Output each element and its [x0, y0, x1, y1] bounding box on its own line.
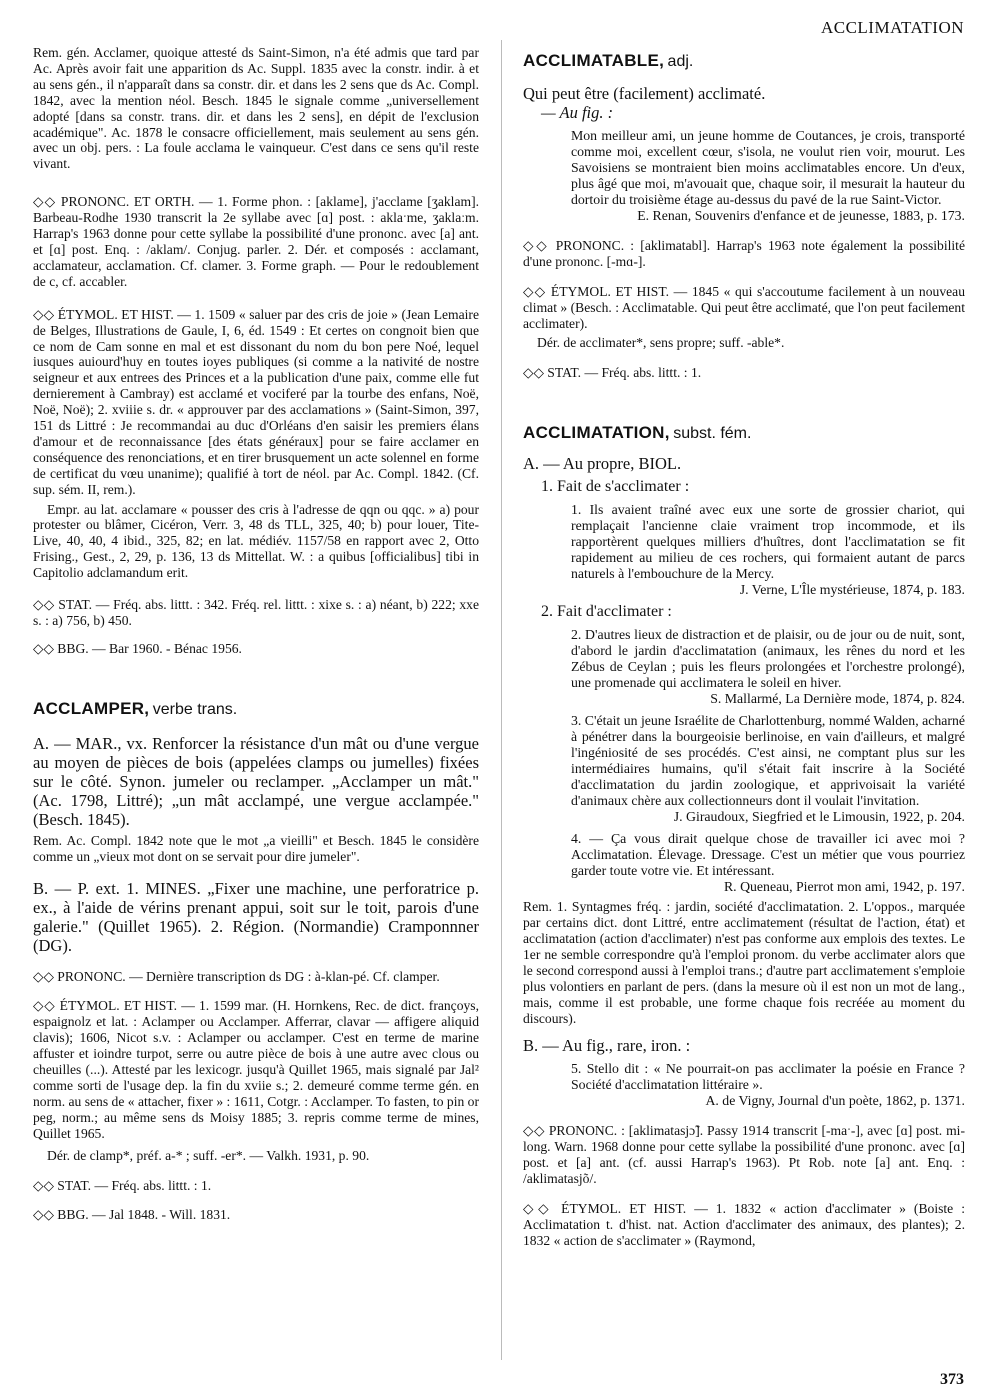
subsense-1: 1. Fait de s'acclimater :	[541, 478, 690, 496]
quotation-5: 5. Stello dit : « Ne pourrait-on pas acclimater la poésie en France ? Société d'acclimatation littéraire ».	[571, 1061, 965, 1093]
prononciation: ◇◇ PRONONC. : [aklimatabl]. Harrap's 1963 note également la possibilité d'une prononc. [-mɑ-].	[523, 237, 965, 269]
emprunt: Empr. au lat. acclamare « pousser des cris à l'adresse de qqn ou qqc. » a) pour protester ou blâmer, Cicéron, Verr. 3, 48 ds TLL, 325, 40; b) pour louer, Tite-Live, 40, 40, 4 ibid., 325, 82; en lat. médiév. 1157/58 en rapport avec 2, Otto Frising., Gest., 2, 29, p. 136, 13 ds Mittellat. W. : a quibus [officialibus] tibi in Capitolio adclamandum erit.	[33, 501, 479, 581]
statistique: ◇◇ STAT. — Fréq. abs. littt. : 1.	[523, 365, 702, 381]
remarque: Rem. 1. Syntagmes fréq. : jardin, société d'acclimatation. 2. L'oppos., marquée par certains dict. dont Littré, entre acclimatement (résultat de l'action, état) et acclimatation (action d'acclimater) n'est pas conforme aux emplois des textes. Le 1er ne semble correspondre qu'à l'emploi pronom. du verbe acclimater alors que le second correspond aussi à l'emploi trans.; d'autre part acclimatement s'emploie plus volontiers en parlant de pers. (dans la mesure où il est non un mot de lang., mais, comme il est probable, une forme chaque fois recréée au moment du discours).	[523, 899, 965, 1026]
sense-b: B. — P. ext. 1. MINES. „Fixer une machine, une perforatrice p. ex., à l'aide de vérins prenant appui, soit sur le toit, parois d'une galerie." (Quillet 1965). 2. Région. (Normandie) Cramponnner (DG).	[33, 878, 479, 955]
quotation-source-4: R. Queneau, Pierrot mon ami, 1942, p. 197.	[723, 879, 965, 895]
headword-acclimatation	[523, 425, 965, 442]
figure-label: — Au fig. :	[541, 102, 614, 122]
definition: Qui peut être (facilement) acclimaté.	[523, 83, 766, 103]
page-number: 373	[940, 1371, 964, 1388]
sense-a: A. — Au propre, BIOL.	[523, 454, 682, 474]
etymologie-histoire-2: ◇◇ ÉTYMOL. ET HIST. — 1. 1599 mar. (H. Hornkens, Rec. de dict. françoys, espaignolz et lat. : Aclamper ou Acclamper. Afferrar, clavar — affigere aliquid clavis); 1606, Nicot s.v. : Aclamper ou acclamper. C'est en terme de marine affuster et ioindre turpot, serre ou autre pièce de bois à une autre avec clous ou cheuilles (...). Attesté par les lexicogr. jusqu'à Quillet 1965, mais signalé par Jal² comme sorti de l'usage dep. la fin du xviie s.; 2. demeuré comme terme gén. en norm. au sens de « attacher, fixer » : 1611, Cotgr. : Acclamper. To fasten, to pin or peg, norm.; au même sens ds Moisy 1885; 3. repris comme terme de mines, Quillet 1965.	[33, 998, 479, 1141]
etymologie-histoire: ◇◇ ÉTYMOL. ET HIST. — 1845 « qui s'accoutume facilement à un nouveau climat » (Besch. : Acclimatable. Qui peut être acclimaté, que l'on peut facilement acclimater).	[523, 283, 965, 331]
remarque-generale: Rem. gén. Acclamer, quoique attesté ds Saint-Simon, n'a été admis que tard par Ac. Après avoir fait une apparition ds Ac. Suppl. 1835 avec la constr. indir. à et au sens gén., il n'apparaît dans sa constr. dir. et dans les 2 sens que ds Ac. Compl. 1842, avec la mention néol. Besch. 1845 le signale comme „universellement adopté [dans sa constr. trans. dir. et dans les 2 sens], en dépit de l'exclusion académique". Ac. 1878 le consacre officiellement, mais seulement au sens gén. avec un obj. pers. : La foule acclama le vainqueur. C'est dans ce sens qu'il reste vivant.	[33, 45, 479, 172]
sense-b: B. — Au fig., rare, iron. :	[523, 1036, 691, 1056]
bibliographie-2: ◇◇ BBG. — Jal 1848. - Will. 1831.	[33, 1207, 231, 1223]
quotation-source-2: S. Mallarmé, La Dernière mode, 1874, p. 824.	[710, 691, 965, 707]
quotation-4: 4. — Ça vous dirait quelque chose de travailler ici avec moi ? Acclimatation. Élevage. Dressage. C'est un métier que vous pourriez garder toute votre vie. Et intéressant.	[571, 831, 965, 879]
quotation-source-1: J. Verne, L'Île mystérieuse, 1874, p. 183.	[739, 582, 965, 598]
etymologie-histoire: ◇◇ ÉTYMOL. ET HIST. — 1. 1509 « saluer par des cris de joie » (Jean Lemaire de Belges, Illustrations de Gaule, I, 6, éd. 1549 : Et certes on congnoit bien que ce nom de Cam sonne en mal et est dissonant du nom du bon pere Noé, lequel iusques auiourd'huy en toutes ioyes publiques (si comme a la nativité de nostre seigneur et aux entrees des Princes et a la publication d'une paix, comme elle fut dernierement à Cambray) est acclamé et vociferé par la tourbe des enfans, Noë, Noë, Noë); 2. xviiie s. dr. « approuver par des acclamations » (Saint-Simon, 397, 151 ds Littré : Je recommandai au duc d'Orléans d'en saisir les premiers élans d'amour et de reconnaissance [des états généraux] pour se faire acclamer en conséquence des renonciations, et en tirer brusquement un acte solennel en forme de certificat du vœu unanime); qualifié à tort de néol. par Ac. Compl. 1842. (Cf. sup. sém. II, rem.).	[33, 306, 479, 497]
quotation: Mon meilleur ami, un jeune homme de Coutances, je crois, transporté comme moi, excellent cœur, s'isola, ne voulut rien voir, mourut. Les Savoisiens se montraient bien moins acclimatables encore. Un d'eux, plus âgé que moi, m'avouait que, chaque soir, il mesurait la hauteur du dortoir du troisième étage au-dessus du pavé de la rue Saint-Victor.	[571, 127, 965, 207]
left-column	[33, 45, 479, 1223]
running-head: ACCLIMATATION	[820, 18, 964, 37]
quotation-source-5: A. de Vigny, Journal d'un poète, 1862, p. 1371.	[705, 1093, 965, 1109]
prononciation-orthographe: ◇◇ PRONONC. ET ORTH. — 1. Forme phon. : [aklame], j'acclame [ʒaklam]. Barbeau-Rodhe 1930 transcrit la 2e syllabe avec [ɑ] post. : aklaˑme, ʒaklaːm. Harrap's 1963 donne pour cette syllabe la possibilité d'une prononc. avec [a] ant. et [ɑ] post. Enq. : /aklam/. Conjug. parler. 2. Dér. et composés : acclamant, acclamateur, acclamation. Cf. clamer. 3. Forme graph. — Pour le redoublement de c, cf. accabler.	[33, 194, 479, 289]
headword: ACCLIMATABLE,	[523, 51, 665, 70]
statistique: ◇◇ STAT. — Fréq. abs. littt. : 342. Fréq. rel. littt. : xixe s. : a) néant, b) 222; xxe s. : a) 756, b) 450.	[33, 597, 479, 628]
derivation: Dér. de clamp*, préf. a-* ; suff. -er*. — Valkh. 1931, p. 90.	[47, 1147, 370, 1163]
headword: ACCLAMPER,	[33, 698, 150, 718]
derivation: Dér. de acclimater*, sens propre; suff. -able*.	[537, 335, 785, 351]
quotation-1: 1. Ils avaient traîné avec eux une sorte de grossier chariot, qui remplaçait l'ancienne claie vraiment trop incommode, et ils rapportèrent quelques milliers d'huîtres, dont l'acclimatation se fit rapidement au milieu de ces rochers, qui formaient autant de parcs naturels à l'embouchure de la Mercy.	[571, 502, 965, 582]
right-column	[523, 45, 965, 1249]
headword-acclimatable	[523, 53, 965, 70]
headword-category: subst. fém.	[673, 425, 752, 443]
headword: ACCLIMATATION,	[523, 423, 670, 443]
sense-a: A. — MAR., vx. Renforcer la résistance d'un mât ou d'une vergue au moyen de pièces de bois (appelées clamps ou jumelles) fixées sur le côté. Synon. jumeler ou reclamper. „Acclamper un mât." (Ac. 1798, Littré); „un mât acclampé, une vergue acclampée." (Besch. 1845).	[33, 733, 479, 829]
statistique-2: ◇◇ STAT. — Fréq. abs. littt. : 1.	[33, 1177, 212, 1193]
quotation-3: 3. C'était un jeune Israélite de Charlottenburg, nommé Walden, acharné à pénétrer dans la bourgeoisie berlinoise, en vain d'ailleurs, et malgré l'ingéniosité de ses procédés. C'est ainsi, ne comptant plus sur les intermédiaires humains, qu'il s'était fait inscrire à la Société d'acclimatation du jardin zoologique, et apprivoisait la variété d'animaux chère aux collectionneurs dont il voulait l'invitation.	[571, 713, 965, 809]
prononciation-2: ◇◇ PRONONC. : [aklimatasjɔ̃]. Passy 1914 transcrit [-maˑ-], avec [ɑ] post. mi-long. Warn. 1968 donne pour cette syllabe la possibilité d'une prononc. avec [ɑ] post. et [a] ant. (cf. aussi Harrap's 1963). Pt Rob. note [a] ant. Enq. : /aklimatasjõ/.	[523, 1123, 965, 1187]
headword-category: adj.	[667, 53, 694, 70]
prononciation: ◇◇ PRONONC. — Dernière transcription ds DG : à-klan-pé. Cf. clamper.	[33, 968, 440, 984]
headword-acclamper	[33, 698, 479, 718]
headword-category: verbe trans.	[152, 700, 238, 718]
quotation-2: 2. D'autres lieux de distraction et de plaisir, ou de jour ou de nuit, sont, d'abord le jardin d'acclimatation (animaux, les rênes du nord et les Zébus de Ceylan ; puis les fleurs prolongées et l'orchestre prolongé), une promenade qui acclimatera le soleil en hiver.	[571, 627, 965, 691]
quotation-source-3: J. Giraudoux, Siegfried et le Limousin, 1922, p. 204.	[673, 809, 965, 825]
etymologie-histoire-2: ◇◇ ÉTYMOL. ET HIST. — 1. 1832 « action d'acclimater » (Boiste : Acclimatation t. d'hist. nat. Action d'acclimater des animaux, des plantes); 2. 1832 « action de s'acclimater » (Raymond,	[523, 1201, 965, 1248]
bibliographie: ◇◇ BBG. — Bar 1960. - Bénac 1956.	[33, 640, 242, 656]
remarque-a: Rem. Ac. Compl. 1842 note que le mot „a vieilli" et Besch. 1845 le considère comme un „vieux mot dont on se servait pour dire jumeler".	[33, 832, 479, 864]
quotation-source: E. Renan, Souvenirs d'enfance et de jeunesse, 1883, p. 173.	[637, 207, 965, 223]
column-divider	[501, 40, 502, 1360]
subsense-2: 2. Fait d'acclimater :	[541, 603, 672, 621]
